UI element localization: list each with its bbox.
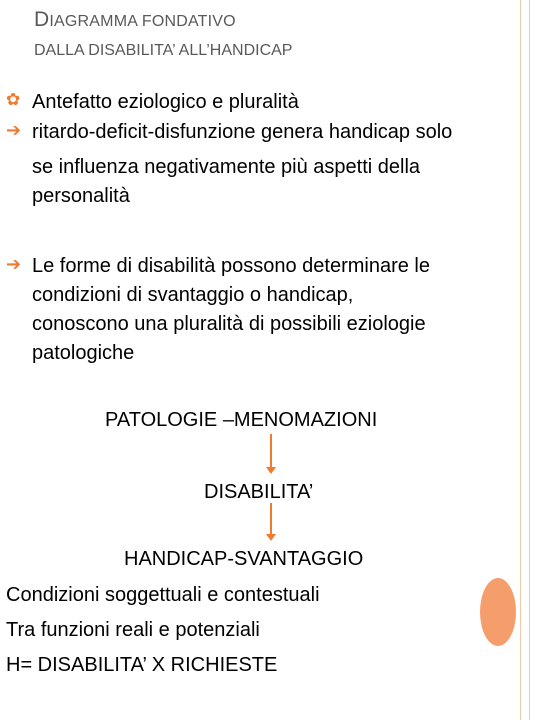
slide-title-line-2: DALLA DISABILITA’ ALL’HANDICAP: [34, 42, 293, 59]
footer-line-3: H= DISABILITA’ X RICHIESTE: [6, 654, 278, 676]
title-rest: IAGRAMMA FONDATIVO: [49, 13, 236, 30]
slide-decorative-border: [520, 0, 530, 720]
bullet-text-2-line-3: personalità: [32, 185, 130, 207]
bullet-text-2-line-1: ritardo-deficit-disfunzione genera handicap solo: [32, 121, 453, 143]
footer-line-1: Condizioni soggettuali e contestuali: [6, 584, 320, 606]
title-initial: D: [34, 8, 50, 31]
decorative-orange-oval: [480, 578, 516, 646]
diagram-step-handicap: HANDICAP-SVANTAGGIO: [124, 548, 364, 570]
orange-diamond-bullet-icon: ✿: [6, 90, 21, 109]
bullet-text-3-line-2: condizioni di svantaggio o handicap,: [32, 284, 354, 306]
down-arrow-icon: [270, 503, 272, 535]
bullet-text-1: Antefatto eziologico e pluralità: [32, 91, 299, 113]
bullet-text-3-line-4: patologiche: [32, 342, 135, 364]
slide-title-line-1: [34, 8, 236, 32]
bullet-text-2-line-2: se influenza negativamente più aspetti della: [32, 156, 421, 178]
down-arrow-icon: [270, 434, 272, 468]
orange-arrow-icon: ➔: [6, 254, 22, 274]
diagram-step-disabilita: DISABILITA’: [204, 481, 314, 503]
bullet-text-3-line-3: conoscono una pluralità di possibili eziologie: [32, 313, 426, 335]
bullet-text-3-line-1: Le forme di disabilità possono determinare le: [32, 255, 430, 277]
orange-arrow-icon: ➔: [6, 120, 22, 140]
footer-line-2: Tra funzioni reali e potenziali: [6, 619, 260, 641]
diagram-step-patologie: PATOLOGIE –MENOMAZIONI: [105, 409, 378, 431]
